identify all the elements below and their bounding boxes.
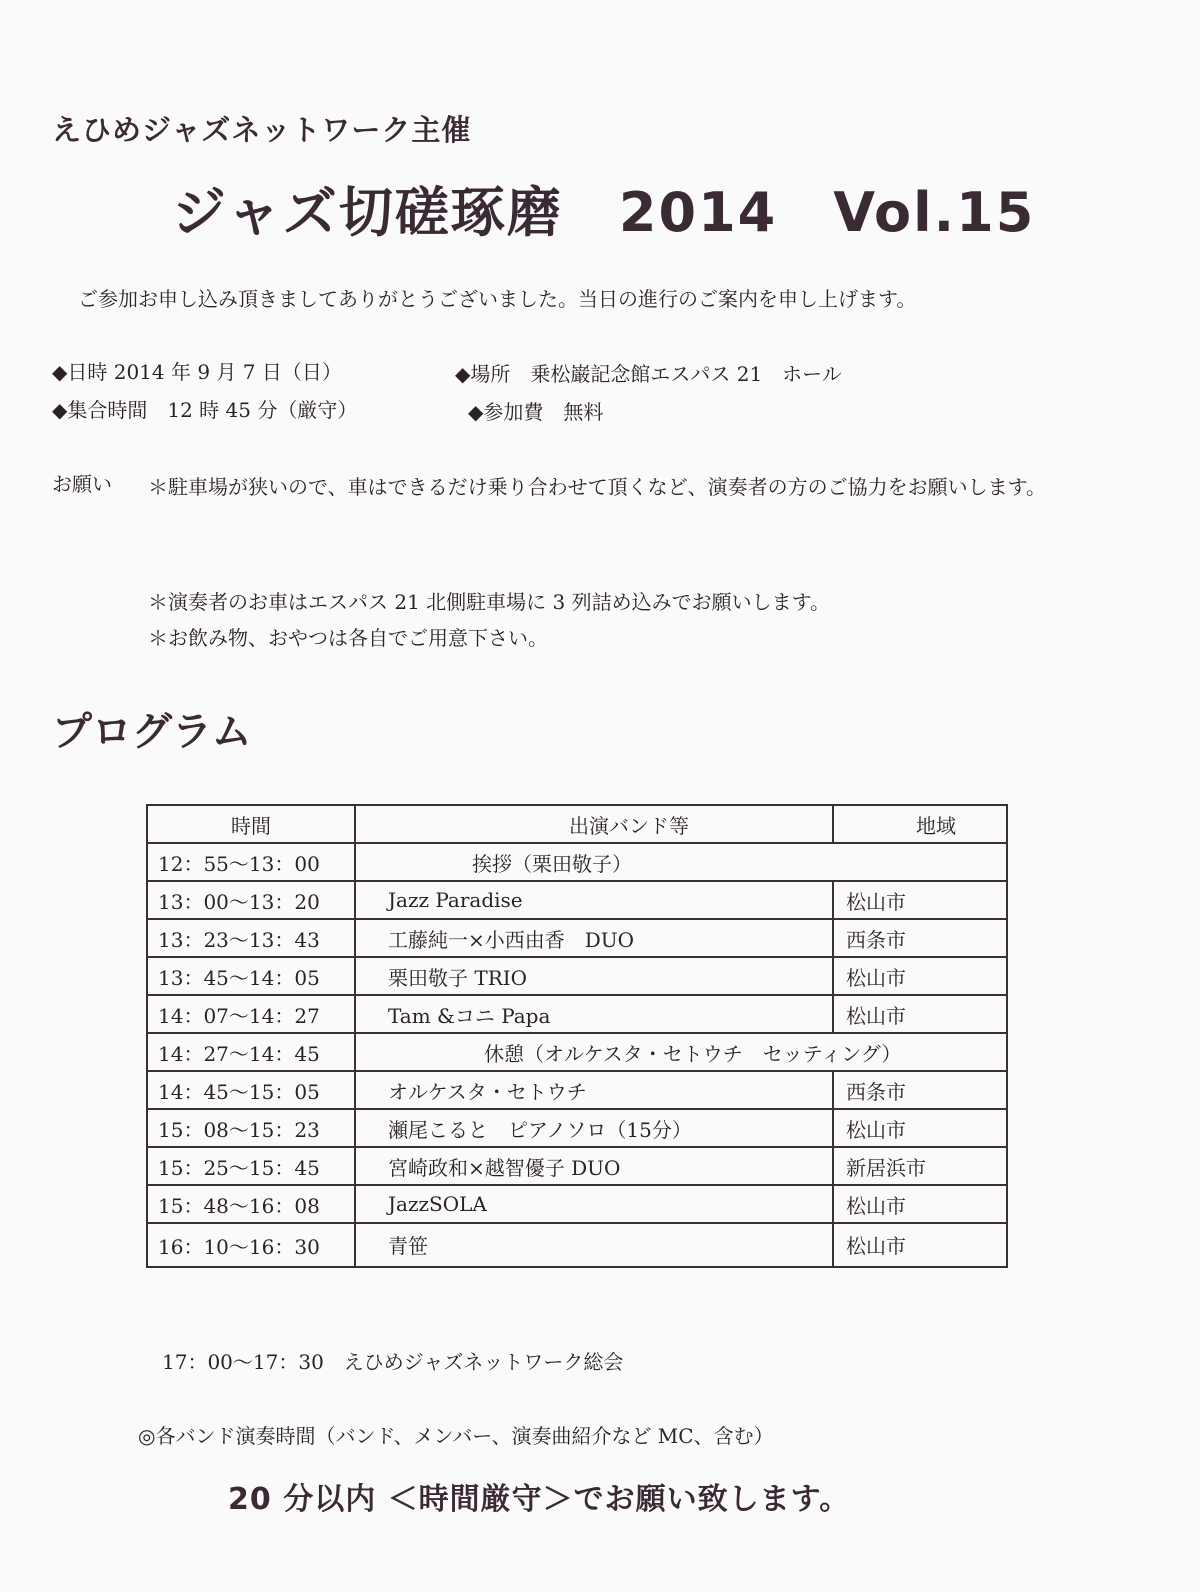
greeting-text: ご参加お申し込み頂きましてありがとうございました。当日の進行のご案内を申し上げます。: [78, 287, 917, 311]
band-cell: Tam &コニ Papa: [355, 995, 833, 1033]
time-cell: 15：25〜15：45: [147, 1147, 355, 1185]
table-row: [147, 1223, 1007, 1267]
region-cell: 松山市: [833, 957, 1007, 995]
organizer-heading: えひめジャズネットワーク主催: [52, 113, 472, 147]
time-cell: 15：48〜16：08: [147, 1185, 355, 1223]
region-cell: 西条市: [833, 1071, 1007, 1109]
column-header-region: 地域: [833, 805, 1007, 843]
info-fee: ◆参加費 無料: [468, 400, 604, 424]
table-row: [147, 957, 1007, 995]
info-meeting-time: ◆集合時間 12 時 45 分（厳守）: [52, 398, 358, 422]
info-date: ◆日時 2014 年 9 月 7 日（日）: [52, 360, 342, 384]
region-cell: 新居浜市: [833, 1147, 1007, 1185]
time-cell: 15：08〜15：23: [147, 1109, 355, 1147]
column-header-time: 時間: [147, 805, 355, 843]
time-cell: 12：55〜13：00: [147, 843, 355, 881]
closing-request: 20 分以内 ＜時間厳守＞でお願い致します。: [228, 1482, 851, 1517]
table-row: [147, 843, 1007, 881]
region-cell: 松山市: [833, 1109, 1007, 1147]
table-row: [147, 1185, 1007, 1223]
time-cell: 13：23〜13：43: [147, 919, 355, 957]
band-cell: Jazz Paradise: [355, 881, 833, 919]
program-heading: プログラム: [52, 709, 252, 755]
table-row: [147, 881, 1007, 919]
time-cell: 13：00〜13：20: [147, 881, 355, 919]
event-title: ジャズ切磋琢磨 2014 Vol.15: [172, 181, 1036, 244]
time-cell: 14：27〜14：45: [147, 1033, 355, 1071]
band-cell: 瀬尾こると ピアノソロ（15分）: [355, 1109, 833, 1147]
band-cell: 挨拶（栗田敬子）: [355, 843, 1007, 881]
table-row: [147, 995, 1007, 1033]
band-cell: JazzSOLA: [355, 1185, 833, 1223]
performance-time-note: ◎各バンド演奏時間（バンド、メンバー、演奏曲紹介など MC、含む）: [138, 1424, 774, 1448]
time-cell: 14：45〜15：05: [147, 1071, 355, 1109]
region-cell: 松山市: [833, 1185, 1007, 1223]
region-cell: 松山市: [833, 1223, 1007, 1267]
band-cell: オルケスタ・セトウチ: [355, 1071, 833, 1109]
request-label: お願い: [52, 472, 112, 496]
general-meeting-line: 17：00〜17：30 えひめジャズネットワーク総会: [162, 1350, 624, 1374]
band-cell: 工藤純一×小西由香 DUO: [355, 919, 833, 957]
table-row: [147, 1033, 1007, 1071]
band-cell: 宮崎政和×越智優子 DUO: [355, 1147, 833, 1185]
table-row: [147, 1071, 1007, 1109]
time-cell: 14：07〜14：27: [147, 995, 355, 1033]
time-cell: 16：10〜16：30: [147, 1223, 355, 1267]
table-row: [147, 1147, 1007, 1185]
request-item: ＊お飲み物、おやつは各自でご用意下さい。: [148, 626, 548, 650]
table-header-row: [147, 805, 1007, 843]
table-row: [147, 1109, 1007, 1147]
band-cell: 青笹: [355, 1223, 833, 1267]
region-cell: 松山市: [833, 995, 1007, 1033]
column-header-band: 出演バンド等: [355, 805, 833, 843]
request-item: ＊駐車場が狭いので、車はできるだけ乗り合わせて頂くなど、演奏者の方のご協力をお願いします。: [148, 475, 1046, 499]
band-cell: 休憩（オルケスタ・セトウチ セッティング）: [355, 1033, 1007, 1071]
info-venue: ◆場所 乗松巌記念館エスパス 21 ホール: [455, 362, 842, 386]
request-item: ＊演奏者のお車はエスパス 21 北側駐車場に 3 列詰め込みでお願いします。: [148, 590, 831, 614]
time-cell: 13：45〜14：05: [147, 957, 355, 995]
table-row: [147, 919, 1007, 957]
band-cell: 栗田敬子 TRIO: [355, 957, 833, 995]
program-table: [146, 804, 1008, 1268]
region-cell: 西条市: [833, 919, 1007, 957]
region-cell: 松山市: [833, 881, 1007, 919]
